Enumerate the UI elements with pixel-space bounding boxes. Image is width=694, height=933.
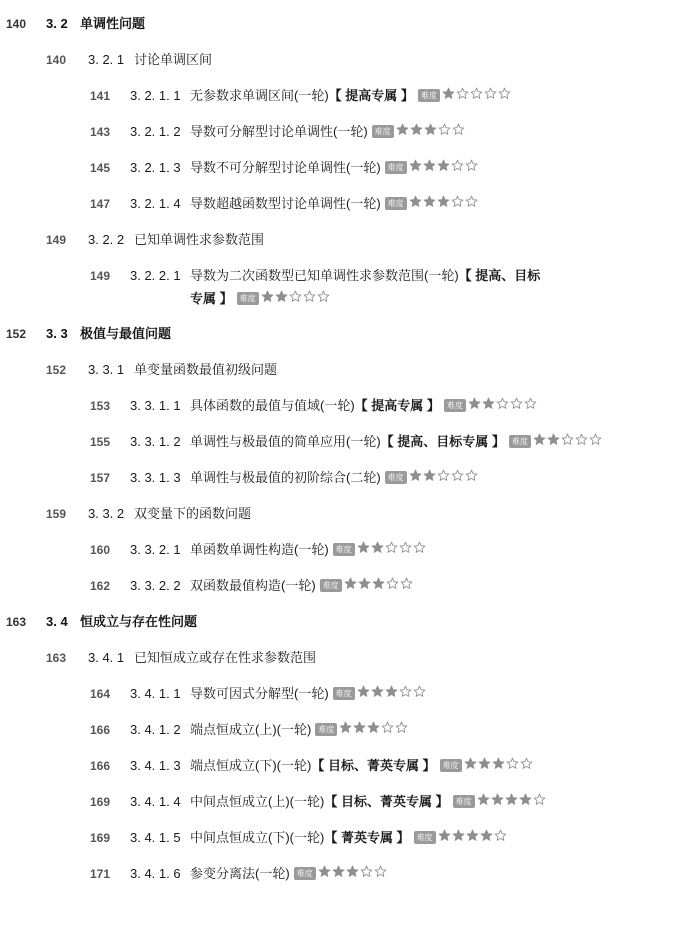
difficulty-rating bbox=[357, 538, 427, 562]
page-number: 143 bbox=[90, 125, 111, 139]
difficulty-badge: 难度 bbox=[372, 125, 394, 138]
section-number: 3. 3. 1 bbox=[88, 362, 125, 377]
title-text: 单函数单调性构造(一轮) bbox=[190, 542, 329, 557]
star-filled-icon bbox=[442, 87, 455, 100]
star-filled-icon bbox=[468, 397, 481, 410]
star-filled-icon bbox=[385, 685, 398, 698]
star-empty-icon bbox=[413, 541, 426, 554]
star-empty-icon bbox=[437, 469, 450, 482]
star-empty-icon bbox=[506, 757, 519, 770]
star-filled-icon bbox=[332, 865, 345, 878]
page-number: 157 bbox=[90, 471, 111, 485]
section-title bbox=[190, 84, 512, 109]
toc-entry-level-3[interactable] bbox=[0, 120, 694, 144]
section-title bbox=[190, 466, 479, 491]
audience-tag: 【 提高、目标专属 】 bbox=[380, 434, 505, 449]
title-text: 导数不可分解型讨论单调性(一轮) bbox=[190, 160, 381, 175]
star-filled-icon bbox=[482, 397, 495, 410]
star-empty-icon bbox=[561, 433, 574, 446]
section-title bbox=[190, 826, 508, 851]
star-filled-icon bbox=[533, 433, 546, 446]
toc-entry-level-3[interactable] bbox=[0, 574, 694, 598]
title-text: 单调性问题 bbox=[80, 16, 146, 31]
toc-entry-level-1[interactable] bbox=[0, 322, 694, 346]
section-title bbox=[190, 156, 479, 181]
difficulty-badge: 难度 bbox=[315, 723, 337, 736]
star-empty-icon bbox=[381, 721, 394, 734]
section-number: 3. 2. 1. 4 bbox=[130, 196, 181, 211]
section-number: 3. 4. 1. 1 bbox=[130, 686, 181, 701]
page-number: 171 bbox=[90, 867, 111, 881]
section-title bbox=[190, 538, 427, 563]
difficulty-rating bbox=[477, 790, 547, 814]
difficulty-badge: 难度 bbox=[385, 161, 407, 174]
section-number: 3. 2. 1. 3 bbox=[130, 160, 181, 175]
star-empty-icon bbox=[465, 195, 478, 208]
star-filled-icon bbox=[478, 757, 491, 770]
title-text: 中间点恒成立(下)(一轮) bbox=[190, 830, 325, 845]
toc-entry-level-3[interactable] bbox=[0, 538, 694, 562]
section-title bbox=[190, 120, 466, 145]
page-number: 159 bbox=[46, 507, 67, 521]
star-filled-icon bbox=[492, 757, 505, 770]
page-number: 163 bbox=[46, 651, 67, 665]
audience-tag: 【 提高、目标 bbox=[458, 268, 541, 283]
title-text: 讨论单调区间 bbox=[134, 52, 213, 67]
section-number: 3. 3. 1. 3 bbox=[130, 470, 181, 485]
difficulty-badge: 难度 bbox=[333, 543, 355, 556]
section-number: 3. 3. 2. 1 bbox=[130, 542, 181, 557]
section-number: 3. 4. 1. 5 bbox=[130, 830, 181, 845]
section-number: 3. 2. 1. 1 bbox=[130, 88, 181, 103]
audience-tag: 专属 】 bbox=[190, 291, 233, 306]
star-empty-icon bbox=[510, 397, 523, 410]
star-filled-icon bbox=[423, 159, 436, 172]
audience-tag: 【 菁英专属 】 bbox=[324, 830, 410, 845]
section-title bbox=[80, 610, 197, 634]
toc-entry-level-2[interactable] bbox=[0, 358, 694, 382]
toc-entry-level-3[interactable] bbox=[0, 466, 694, 490]
section-title bbox=[190, 264, 540, 288]
star-filled-icon bbox=[409, 469, 422, 482]
difficulty-rating bbox=[261, 287, 331, 311]
star-empty-icon bbox=[465, 469, 478, 482]
star-filled-icon bbox=[423, 469, 436, 482]
difficulty-badge: 难度 bbox=[453, 795, 475, 808]
star-filled-icon bbox=[519, 793, 532, 806]
title-text: 端点恒成立(下)(一轮) bbox=[190, 758, 312, 773]
title-text: 导数可分解型讨论单调性(一轮) bbox=[190, 124, 368, 139]
star-empty-icon bbox=[413, 685, 426, 698]
star-empty-icon bbox=[399, 685, 412, 698]
section-number: 3. 3 bbox=[46, 326, 68, 341]
toc-entry-level-3[interactable] bbox=[0, 790, 694, 814]
star-filled-icon bbox=[357, 685, 370, 698]
title-text: 具体函数的最值与值域(一轮) bbox=[190, 398, 355, 413]
title-text: 中间点恒成立(上)(一轮) bbox=[190, 794, 325, 809]
star-empty-icon bbox=[386, 577, 399, 590]
title-text: 极值与最值问题 bbox=[80, 326, 172, 341]
page-number: 149 bbox=[46, 233, 67, 247]
star-filled-icon bbox=[339, 721, 352, 734]
section-number: 3. 2. 1 bbox=[88, 52, 125, 67]
toc-entry-level-1[interactable] bbox=[0, 12, 694, 36]
difficulty-rating bbox=[442, 84, 512, 108]
star-empty-icon bbox=[289, 290, 302, 303]
section-title bbox=[134, 48, 212, 72]
page-number: 160 bbox=[90, 543, 111, 557]
section-title bbox=[134, 646, 316, 670]
section-number: 3. 4. 1. 2 bbox=[130, 722, 181, 737]
section-number: 3. 2 bbox=[46, 16, 68, 31]
title-text: 导数超越函数型讨论单调性(一轮) bbox=[190, 196, 381, 211]
toc-entry-level-2[interactable] bbox=[0, 502, 694, 526]
toc-entry-continuation bbox=[0, 287, 694, 311]
toc-entry-level-2[interactable] bbox=[0, 48, 694, 72]
toc-entry-level-2[interactable] bbox=[0, 228, 694, 252]
section-number: 3. 4. 1 bbox=[88, 650, 125, 665]
toc-entry-level-3[interactable] bbox=[0, 192, 694, 216]
page-number: 140 bbox=[6, 17, 27, 31]
star-filled-icon bbox=[452, 829, 465, 842]
audience-tag: 【 提高专属 】 bbox=[354, 398, 440, 413]
section-number: 3. 4 bbox=[46, 614, 68, 629]
section-number: 3. 3. 2 bbox=[88, 506, 125, 521]
star-filled-icon bbox=[424, 123, 437, 136]
page-number: 166 bbox=[90, 723, 111, 737]
difficulty-rating bbox=[357, 682, 427, 706]
star-empty-icon bbox=[470, 87, 483, 100]
page-number: 149 bbox=[90, 269, 111, 283]
star-empty-icon bbox=[399, 541, 412, 554]
section-number: 3. 3. 2. 2 bbox=[130, 578, 181, 593]
section-title bbox=[190, 192, 479, 217]
star-filled-icon bbox=[477, 793, 490, 806]
star-filled-icon bbox=[464, 757, 477, 770]
difficulty-badge: 难度 bbox=[385, 197, 407, 210]
star-filled-icon bbox=[480, 829, 493, 842]
star-empty-icon bbox=[465, 159, 478, 172]
star-filled-icon bbox=[367, 721, 380, 734]
section-title bbox=[190, 574, 414, 599]
difficulty-badge: 难度 bbox=[509, 435, 531, 448]
page-number: 147 bbox=[90, 197, 111, 211]
difficulty-rating bbox=[409, 192, 479, 216]
section-title-continued bbox=[190, 287, 331, 312]
star-filled-icon bbox=[547, 433, 560, 446]
section-number: 3. 2. 2. 1 bbox=[130, 268, 181, 283]
section-title bbox=[80, 12, 145, 36]
star-filled-icon bbox=[410, 123, 423, 136]
star-empty-icon bbox=[451, 159, 464, 172]
page-number: 140 bbox=[46, 53, 67, 67]
star-empty-icon bbox=[360, 865, 373, 878]
toc-entry-level-3[interactable] bbox=[0, 156, 694, 180]
section-number: 3. 4. 1. 6 bbox=[130, 866, 181, 881]
star-empty-icon bbox=[400, 577, 413, 590]
section-number: 3. 4. 1. 3 bbox=[130, 758, 181, 773]
difficulty-rating bbox=[396, 120, 466, 144]
star-filled-icon bbox=[353, 721, 366, 734]
star-empty-icon bbox=[303, 290, 316, 303]
toc-entry-level-2[interactable] bbox=[0, 646, 694, 670]
title-text: 双变量下的函数问题 bbox=[134, 506, 252, 521]
star-empty-icon bbox=[589, 433, 602, 446]
page-number: 164 bbox=[90, 687, 111, 701]
title-text: 已知恒成立或存在性求参数范围 bbox=[134, 650, 317, 665]
difficulty-rating bbox=[344, 574, 414, 598]
toc-entry-level-3[interactable] bbox=[0, 84, 694, 108]
star-filled-icon bbox=[437, 159, 450, 172]
page-number: 162 bbox=[90, 579, 111, 593]
difficulty-rating bbox=[318, 862, 388, 886]
toc-entry-level-1[interactable] bbox=[0, 610, 694, 634]
section-title bbox=[134, 502, 251, 526]
section-title bbox=[80, 322, 171, 346]
star-filled-icon bbox=[346, 865, 359, 878]
title-text: 单调性与极最值的简单应用(一轮) bbox=[190, 434, 381, 449]
star-filled-icon bbox=[409, 195, 422, 208]
star-filled-icon bbox=[371, 541, 384, 554]
title-text: 单调性与极最值的初阶综合(二轮) bbox=[190, 470, 381, 485]
star-empty-icon bbox=[385, 541, 398, 554]
title-text: 参变分离法(一轮) bbox=[190, 866, 290, 881]
toc-entry-level-3[interactable] bbox=[0, 430, 694, 454]
star-empty-icon bbox=[496, 397, 509, 410]
section-title bbox=[190, 790, 547, 815]
toc-entry-level-3[interactable] bbox=[0, 682, 694, 706]
page-number: 152 bbox=[46, 363, 67, 377]
difficulty-badge: 难度 bbox=[294, 867, 316, 880]
star-filled-icon bbox=[344, 577, 357, 590]
title-text: 无参数求单调区间(一轮) bbox=[190, 88, 329, 103]
star-empty-icon bbox=[524, 397, 537, 410]
difficulty-badge: 难度 bbox=[333, 687, 355, 700]
star-filled-icon bbox=[358, 577, 371, 590]
section-title bbox=[190, 682, 427, 707]
star-filled-icon bbox=[261, 290, 274, 303]
star-filled-icon bbox=[409, 159, 422, 172]
star-filled-icon bbox=[505, 793, 518, 806]
page-number: 155 bbox=[90, 435, 111, 449]
page-number: 169 bbox=[90, 795, 111, 809]
difficulty-rating bbox=[409, 466, 479, 490]
difficulty-badge: 难度 bbox=[414, 831, 436, 844]
difficulty-badge: 难度 bbox=[440, 759, 462, 772]
star-empty-icon bbox=[456, 87, 469, 100]
toc-entry-level-3[interactable] bbox=[0, 264, 694, 288]
difficulty-badge: 难度 bbox=[444, 399, 466, 412]
difficulty-badge: 难度 bbox=[237, 292, 259, 305]
page-number: 163 bbox=[6, 615, 27, 629]
toc-entry-level-3[interactable] bbox=[0, 862, 694, 886]
section-number: 3. 3. 1. 1 bbox=[130, 398, 181, 413]
section-title bbox=[190, 394, 538, 419]
title-text: 恒成立与存在性问题 bbox=[80, 614, 198, 629]
page-number: 166 bbox=[90, 759, 111, 773]
page-number: 145 bbox=[90, 161, 111, 175]
star-filled-icon bbox=[396, 123, 409, 136]
audience-tag: 【 目标、菁英专属 】 bbox=[311, 758, 436, 773]
section-title bbox=[134, 358, 277, 382]
section-title bbox=[190, 718, 409, 743]
title-text: 导数为二次函数型已知单调性求参数范围(一轮) bbox=[190, 268, 459, 283]
star-empty-icon bbox=[494, 829, 507, 842]
difficulty-rating bbox=[464, 754, 534, 778]
section-title bbox=[134, 228, 264, 252]
audience-tag: 【 提高专属 】 bbox=[328, 88, 414, 103]
star-filled-icon bbox=[371, 685, 384, 698]
difficulty-rating bbox=[438, 826, 508, 850]
star-empty-icon bbox=[452, 123, 465, 136]
page-number: 152 bbox=[6, 327, 27, 341]
difficulty-badge: 难度 bbox=[418, 89, 440, 102]
star-empty-icon bbox=[374, 865, 387, 878]
difficulty-rating bbox=[409, 156, 479, 180]
star-filled-icon bbox=[438, 829, 451, 842]
difficulty-badge: 难度 bbox=[385, 471, 407, 484]
star-filled-icon bbox=[491, 793, 504, 806]
star-filled-icon bbox=[466, 829, 479, 842]
title-text: 双函数最值构造(一轮) bbox=[190, 578, 316, 593]
section-title bbox=[190, 754, 534, 779]
page-number: 153 bbox=[90, 399, 111, 413]
difficulty-rating bbox=[533, 430, 603, 454]
star-empty-icon bbox=[520, 757, 533, 770]
star-empty-icon bbox=[498, 87, 511, 100]
section-number: 3. 3. 1. 2 bbox=[130, 434, 181, 449]
toc-entry-level-3[interactable] bbox=[0, 394, 694, 418]
star-empty-icon bbox=[533, 793, 546, 806]
difficulty-rating bbox=[339, 718, 409, 742]
toc-entry-level-3[interactable] bbox=[0, 754, 694, 778]
title-text: 端点恒成立(上)(一轮) bbox=[190, 722, 312, 737]
page-number: 141 bbox=[90, 89, 111, 103]
section-number: 3. 2. 2 bbox=[88, 232, 125, 247]
page-number: 169 bbox=[90, 831, 111, 845]
toc-entry-level-3[interactable] bbox=[0, 718, 694, 742]
title-text: 导数可因式分解型(一轮) bbox=[190, 686, 329, 701]
audience-tag: 【 目标、菁英专属 】 bbox=[324, 794, 449, 809]
section-title bbox=[190, 862, 388, 887]
title-text: 单变量函数最值初级问题 bbox=[134, 362, 278, 377]
star-filled-icon bbox=[275, 290, 288, 303]
star-empty-icon bbox=[317, 290, 330, 303]
star-filled-icon bbox=[357, 541, 370, 554]
difficulty-rating bbox=[468, 394, 538, 418]
star-empty-icon bbox=[451, 195, 464, 208]
star-empty-icon bbox=[575, 433, 588, 446]
star-filled-icon bbox=[318, 865, 331, 878]
star-filled-icon bbox=[423, 195, 436, 208]
star-filled-icon bbox=[437, 195, 450, 208]
section-title bbox=[190, 430, 603, 455]
title-text: 已知单调性求参数范围 bbox=[134, 232, 265, 247]
difficulty-badge: 难度 bbox=[320, 579, 342, 592]
section-number: 3. 2. 1. 2 bbox=[130, 124, 181, 139]
star-filled-icon bbox=[372, 577, 385, 590]
star-empty-icon bbox=[451, 469, 464, 482]
section-number: 3. 4. 1. 4 bbox=[130, 794, 181, 809]
star-empty-icon bbox=[484, 87, 497, 100]
star-empty-icon bbox=[438, 123, 451, 136]
star-empty-icon bbox=[395, 721, 408, 734]
toc-entry-level-3[interactable] bbox=[0, 826, 694, 850]
